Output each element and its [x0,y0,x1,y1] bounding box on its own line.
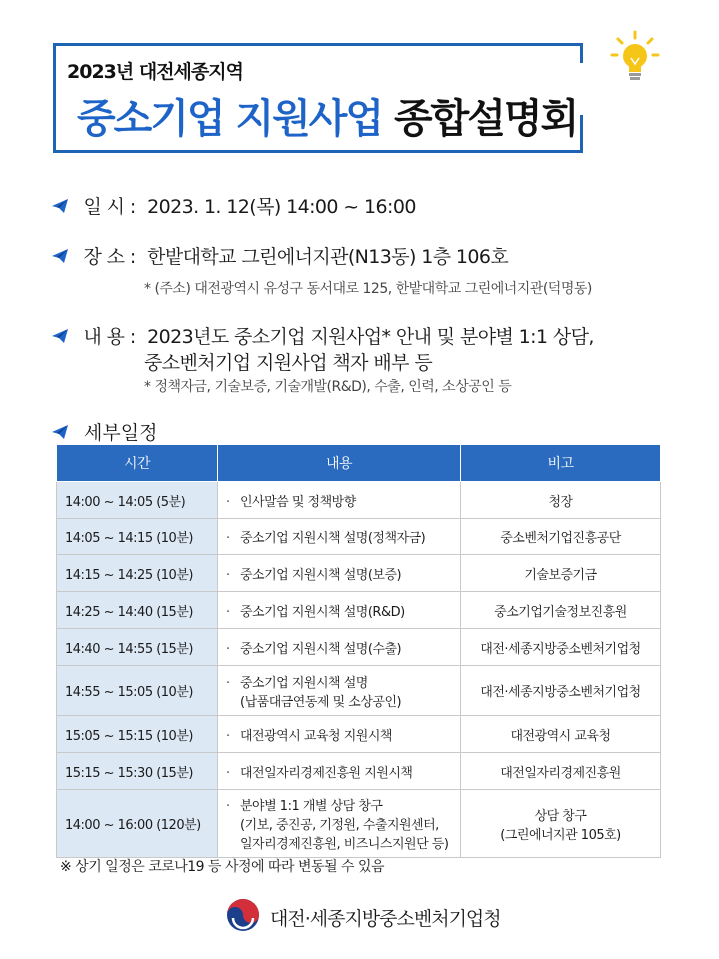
main-title [77,87,577,144]
table-row [57,555,661,592]
place-label: 장 소 : [83,246,136,268]
row-time: 14:40 ~ 14:55 (15분) [57,629,218,666]
row-content: · 중소기업 지원시책 설명(R&D) [218,592,461,629]
content-value-2: 중소벤처기업 지원사업 책자 배부 등 [144,352,433,374]
row-content-text: 중소기업 지원시책 설명(R&D) [240,604,405,620]
table-row [57,482,661,519]
schedule-table [56,444,661,858]
table-row [57,666,661,716]
table-row [57,592,661,629]
row-content: · 중소기업 지원시책 설명(정책자금) [218,519,461,555]
row-time: 14:25 ~ 14:40 (15분) [57,592,218,629]
footnote: ※ 상기 일정은 코로나19 등 사정에 따라 변동될 수 있음 [60,859,385,875]
row-note: 대전일자리경제진흥원 [461,753,661,790]
row-content: · 분야별 1:1 개별 상담 창구 (기보, 중진공, 기정원, 수출지원센터, 일자리경제진흥원, 비즈니스지원단 등) [218,790,461,858]
table-row [57,629,661,666]
row-note: 대전·세종지방중소벤처기업청 [461,666,661,716]
row-time: 15:05 ~ 15:15 (10분) [57,716,218,753]
row-time: 14:55 ~ 15:05 (10분) [57,666,218,716]
row-note: 대전광역시 교육청 [461,716,661,753]
main-title-dark: 종합설명회 [393,96,578,142]
table-row [57,519,661,555]
table-row [57,753,661,790]
row-time: 14:05 ~ 14:15 (10분) [57,519,218,555]
row-note-line: 상담 창구 [534,808,587,824]
paper-plane-icon [52,249,68,263]
header-content: 내용 [218,445,461,482]
row-note: 청장 [461,482,661,519]
row-note: 대전·세종지방중소벤처기업청 [461,629,661,666]
org-name: 대전·세종지방중소벤처기업청 [270,908,501,930]
row-content-text: 중소기업 지원시책 설명(보증) [240,567,402,583]
main-title-blue: 중소기업 지원사업 [77,96,383,142]
row-content: · 인사말씀 및 정책방향 [218,482,461,519]
row-content-text: 중소기업 지원시책 설명(수출) [240,641,402,657]
table-header-row [57,445,661,482]
row-note: 기술보증기금 [461,555,661,592]
table-row [57,716,661,753]
content-label: 내 용 : [83,326,136,348]
row-note-line: (그린에너지관 105호) [500,827,621,843]
row-content: · 중소기업 지원시책 설명 (납품대금연동제 및 소상공인) [218,666,461,716]
schedule-title-text: 세부일정 [84,422,158,444]
row-note: 중소기업기술정보진흥원 [461,592,661,629]
schedule-section-title [52,418,157,445]
paper-plane-icon [52,329,68,343]
row-time: 14:00 ~ 14:05 (5분) [57,482,218,519]
row-time: 14:15 ~ 14:25 (10분) [57,555,218,592]
lightbulb-icon [610,30,660,82]
row-content: · 대전광역시 교육청 지원시책 [218,716,461,753]
header-time: 시간 [57,445,218,482]
row-content-sub: (납품대금연동제 및 소상공인) [240,694,402,710]
date-row [52,192,416,219]
row-time: 14:00 ~ 16:00 (120분) [57,790,218,858]
row-content-sub: 일자리경제진흥원, 비즈니스지원단 등) [240,837,449,852]
header-note: 비고 [461,445,661,482]
paper-plane-icon [52,199,68,213]
row-content-text: 대전일자리경제진흥원 지원시책 [240,765,413,781]
row-content: · 중소기업 지원시책 설명(보증) [218,555,461,592]
subtitle: 2023년 대전세종지역 [67,61,243,83]
row-content-text: 대전광역시 교육청 지원시책 [240,728,392,744]
content-row [52,322,594,349]
table-row [57,790,661,858]
row-note [461,790,661,858]
date-label: 일 시 : [83,196,136,218]
row-content-text: 인사말씀 및 정책방향 [240,494,356,510]
content-value-1: 2023년도 중소기업 지원사업* 안내 및 분야별 1:1 상담, [147,326,594,348]
row-content-sub: (기보, 중진공, 기정원, 수출지원센터, [240,818,439,833]
row-content: · 대전일자리경제진흥원 지원시책 [218,753,461,790]
row-content: · 중소기업 지원시책 설명(수출) [218,629,461,666]
paper-plane-icon [52,425,68,439]
content-note: * 정책자금, 기술보증, 기술개발(R&D), 수출, 인력, 소상공인 등 [144,379,512,395]
place-note: * (주소) 대전광역시 유성구 동서대로 125, 한밭대학교 그린에너지관(덕명동) [144,281,592,297]
government-logo [226,898,260,932]
place-value: 한밭대학교 그린에너지관(N13동) 1층 106호 [147,246,509,268]
row-content-text: 중소기업 지원시책 설명(정책자금) [240,531,426,546]
row-note: 중소벤처기업진흥공단 [461,519,661,555]
title-box [53,43,583,153]
row-content-text: 분야별 1:1 개별 상담 창구 [240,799,383,814]
place-row [52,242,508,269]
row-time: 15:15 ~ 15:30 (15분) [57,753,218,790]
date-value: 2023. 1. 12(목) 14:00 ~ 16:00 [147,196,416,218]
row-content-text: 중소기업 지원시책 설명 [240,675,368,691]
